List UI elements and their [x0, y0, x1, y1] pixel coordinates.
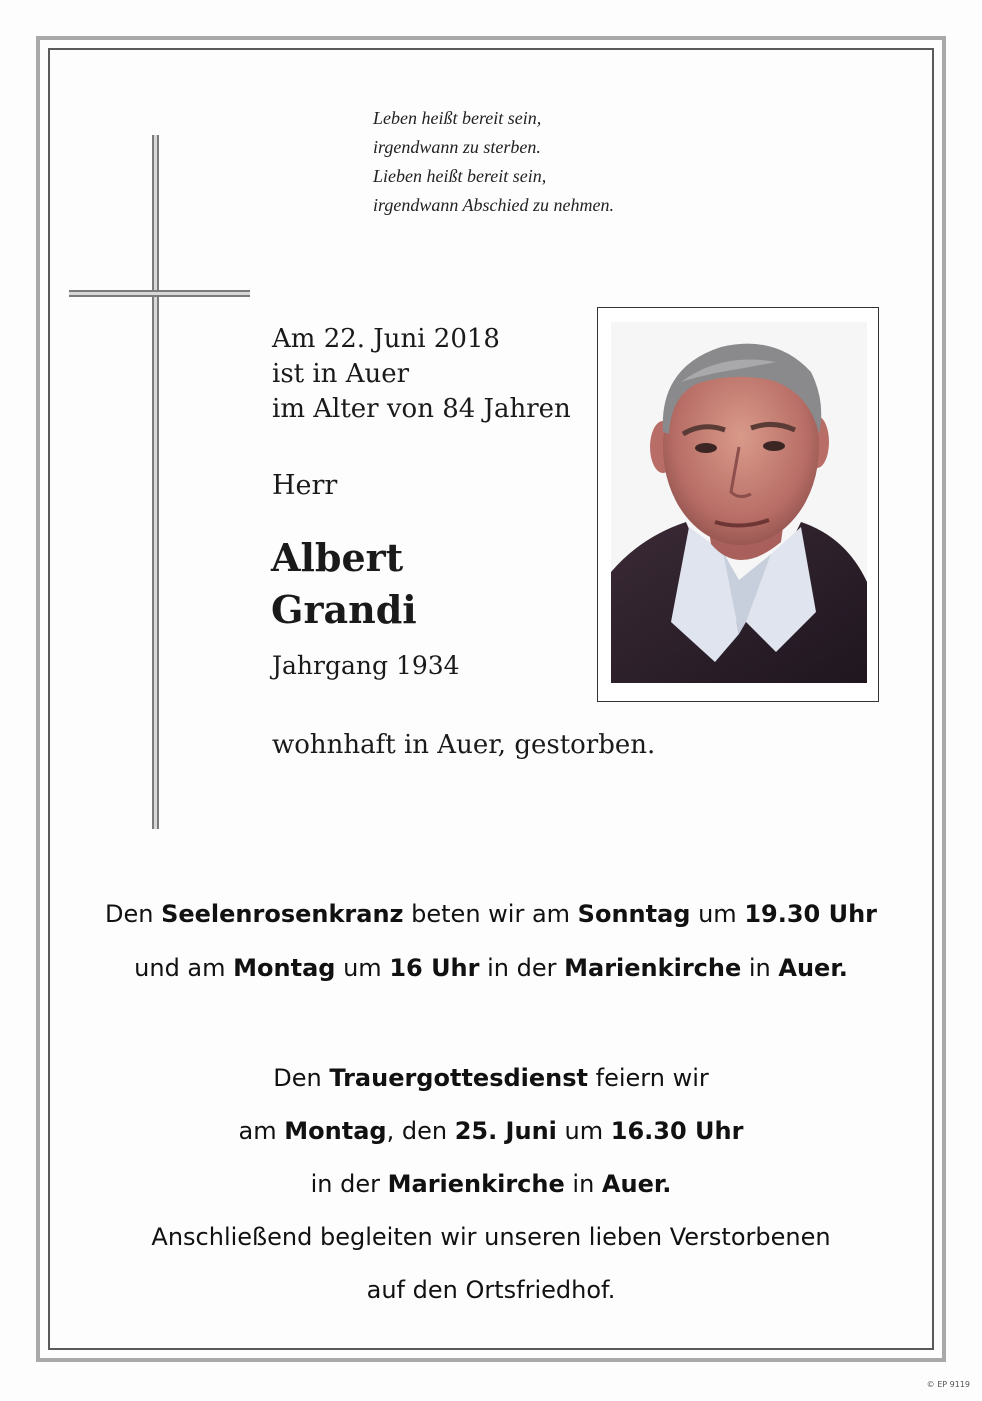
first-name: Albert: [271, 535, 404, 580]
rosary-notice: [60, 887, 922, 995]
cross-icon: [152, 135, 159, 829]
service-line-4: Anschließend begleiten wir unseren lieben Verstorbenen: [151, 1223, 831, 1251]
portrait-photo: [611, 322, 867, 683]
last-name: Grandi: [271, 587, 417, 632]
service-line-5: auf den Ortsfriedhof.: [366, 1276, 616, 1304]
death-date: Am 22. Juni 2018: [272, 324, 500, 354]
rosary-line-1: Den Seelenrosenkranz beten wir am Sonntag um 19.30 Uhr: [104, 900, 878, 928]
rosary-line-2: und am Montag um 16 Uhr in der Marienkirche in Auer.: [134, 954, 848, 982]
service-line-2: am Montag, den 25. Juni um 16.30 Uhr: [238, 1117, 744, 1145]
salutation: Herr: [272, 470, 338, 501]
motto-line: irgendwann Abschied zu nehmen.: [373, 195, 614, 215]
deceased-name: [271, 532, 417, 636]
service-line-3: in der Marienkirche in Auer.: [310, 1170, 672, 1198]
cross-icon-bar: [69, 290, 250, 297]
service-line-1: Den Trauergottesdienst feiern wir: [273, 1064, 709, 1092]
death-place: ist in Auer: [272, 359, 410, 389]
motto-line: Lieben heißt bereit sein,: [373, 166, 547, 186]
imprint-code: © EP 9119: [926, 1380, 970, 1389]
motto-line: Leben heißt bereit sein,: [373, 108, 542, 128]
motto-verse: [373, 104, 614, 220]
birth-year: Jahrgang 1934: [272, 651, 460, 680]
motto-line: irgendwann zu sterben.: [373, 137, 541, 157]
death-announcement: [272, 322, 571, 427]
residence-text: wohnhaft in Auer, gestorben.: [272, 730, 656, 760]
age: im Alter von 84 Jahren: [272, 394, 571, 424]
funeral-service-notice: [60, 1052, 922, 1317]
portrait-image: [611, 322, 867, 683]
